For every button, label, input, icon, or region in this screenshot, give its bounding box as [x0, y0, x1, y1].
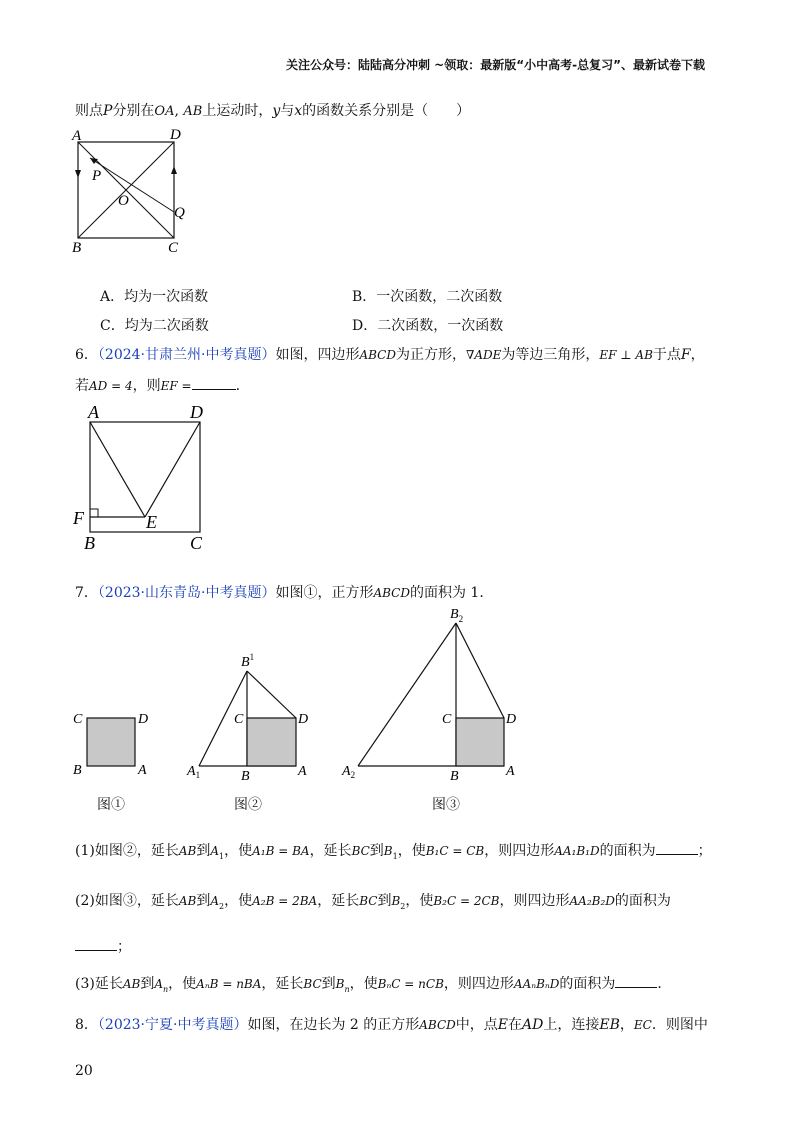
q7-fig1-square	[87, 718, 135, 766]
q6-source: （2024·甘肃兰州·中考真题）	[97, 347, 276, 363]
q7-source: （2023·山东青岛·中考真题）	[97, 585, 276, 601]
q7-part-2: (2)如图③，延长AB到$A_2$，使A₂B = 2BA，延长BC到$B_2$，使B₂C = 2CB，则四边形AA₂B₂D的面积为	[75, 893, 671, 911]
q5-option-a: A．均为一次函数	[100, 289, 209, 305]
q6-line-de	[145, 422, 200, 517]
q7-fig2-side-b1d	[247, 671, 296, 718]
q5-label-a: A	[72, 128, 82, 144]
q6-label-c: C	[190, 533, 203, 553]
q7-fig3-label-a: A	[506, 764, 515, 779]
q7-fig2-label-c: C	[234, 712, 244, 727]
q6-label-e: E	[146, 512, 157, 532]
q5-label-q: Q	[174, 205, 185, 221]
q7-fig2-label-d: D	[298, 712, 309, 727]
q7-part-3: (3)延长AB到$A_n$，使AₙB = nBA，延长BC到$B_n$，使BₙC = nCB，则四边形AAₙBₙD的面积为 .	[75, 976, 662, 994]
q7-fig1-label-d: D	[138, 712, 149, 727]
q6-figure	[70, 400, 220, 556]
q5-option-d: D．二次函数，一次函数	[352, 318, 504, 334]
q5-label-d: D	[170, 127, 181, 143]
q5-option-c: C．均为二次函数	[100, 318, 209, 334]
q7-fig1-label-c: C	[73, 712, 83, 727]
q6-label-a: A	[88, 402, 99, 422]
q6-stem-line1: 6．（2024·甘肃兰州·中考真题）如图，四边形ABCD为正方形，∇ADE为等边三角形，EF ⊥ AB于点F，	[75, 347, 705, 363]
q5-option-b: B．一次函数，二次函数	[352, 289, 503, 305]
q7-fig3-side-b2d	[456, 623, 504, 718]
q7-fig1-label-b: B	[73, 763, 82, 778]
q5-label-c: C	[168, 240, 179, 256]
q6-label-d: D	[190, 402, 203, 422]
q7-caption-1: 图①	[97, 797, 125, 813]
q6-label-f: F	[73, 508, 84, 528]
q5-intro: 则点P分别在OA, AB上运动时，y与x的函数关系分别是（ ）	[75, 103, 471, 119]
q5-label-p: P	[92, 168, 102, 184]
q7-fig2-label-b1: $B^1$	[241, 652, 255, 670]
q7-fig2-square	[247, 718, 296, 766]
q7-part-2-answer: ；	[75, 936, 131, 956]
q6-square	[90, 422, 200, 532]
q7-fig3-label-c: C	[442, 712, 452, 727]
q7-part-2-blank	[75, 938, 117, 951]
q6-answer-blank	[192, 377, 236, 390]
q7-fig3-label-b2: $B_2$	[450, 607, 464, 624]
q6-right-angle-mark	[90, 509, 98, 517]
q5-label-b: B	[72, 240, 82, 256]
q7-part-1: (1)如图②，延长AB到$A_1$，使A₁B = BA，延长BC到$B_1$，使B₁C = CB，则四边形AA₁B₁D的面积为 ；	[75, 843, 712, 861]
q7-figure-3	[341, 607, 516, 784]
q7-stem: 7．（2023·山东青岛·中考真题）如图①，正方形ABCD的面积为 1.	[75, 585, 484, 601]
q7-caption-2: 图②	[234, 797, 262, 813]
q7-fig3-label-a2: $A_2$	[342, 764, 356, 780]
page-header: 关注公众号：陆陆高分冲刺 ~领取：最新版“小中高考-总复习”、最新试卷下载	[286, 58, 705, 72]
q7-part-3-blank	[615, 975, 657, 988]
q7-fig2-label-a1: $A_1$	[187, 764, 201, 780]
q7-caption-3: 图③	[432, 797, 460, 813]
q7-fig3-side-a2b2	[358, 623, 456, 766]
q5-arrow-up	[171, 166, 177, 174]
q7-fig3-label-d: D	[506, 712, 517, 727]
q8-source: （2023·宁夏·中考真题）	[97, 1017, 248, 1033]
q6-stem-line2: 若AD = 4，则EF = .	[75, 378, 241, 394]
q6-line-ae	[90, 422, 145, 517]
q7-figures	[60, 600, 530, 790]
q7-fig2-label-a: A	[298, 764, 307, 779]
q7-figure-2	[186, 652, 308, 784]
q5-arrow-down	[75, 170, 81, 178]
q7-part-1-blank	[656, 842, 698, 855]
q7-fig2-label-b: B	[241, 769, 250, 784]
q7-fig3-square	[456, 718, 504, 766]
q5-line-qp	[90, 158, 174, 212]
q6-label-b: B	[84, 533, 95, 553]
page-number: 20	[75, 1063, 93, 1079]
q8-stem: 8．（2023·宁夏·中考真题）如图，在边长为 2 的正方形ABCD中，点E在AD上，连接EB，EC．则图中	[75, 1017, 708, 1033]
q7-figure-1	[73, 712, 148, 778]
q7-fig1-label-a: A	[138, 763, 147, 778]
q5-label-o: O	[118, 193, 129, 209]
q5-figure	[66, 126, 196, 256]
q7-fig3-label-b: B	[450, 769, 459, 784]
